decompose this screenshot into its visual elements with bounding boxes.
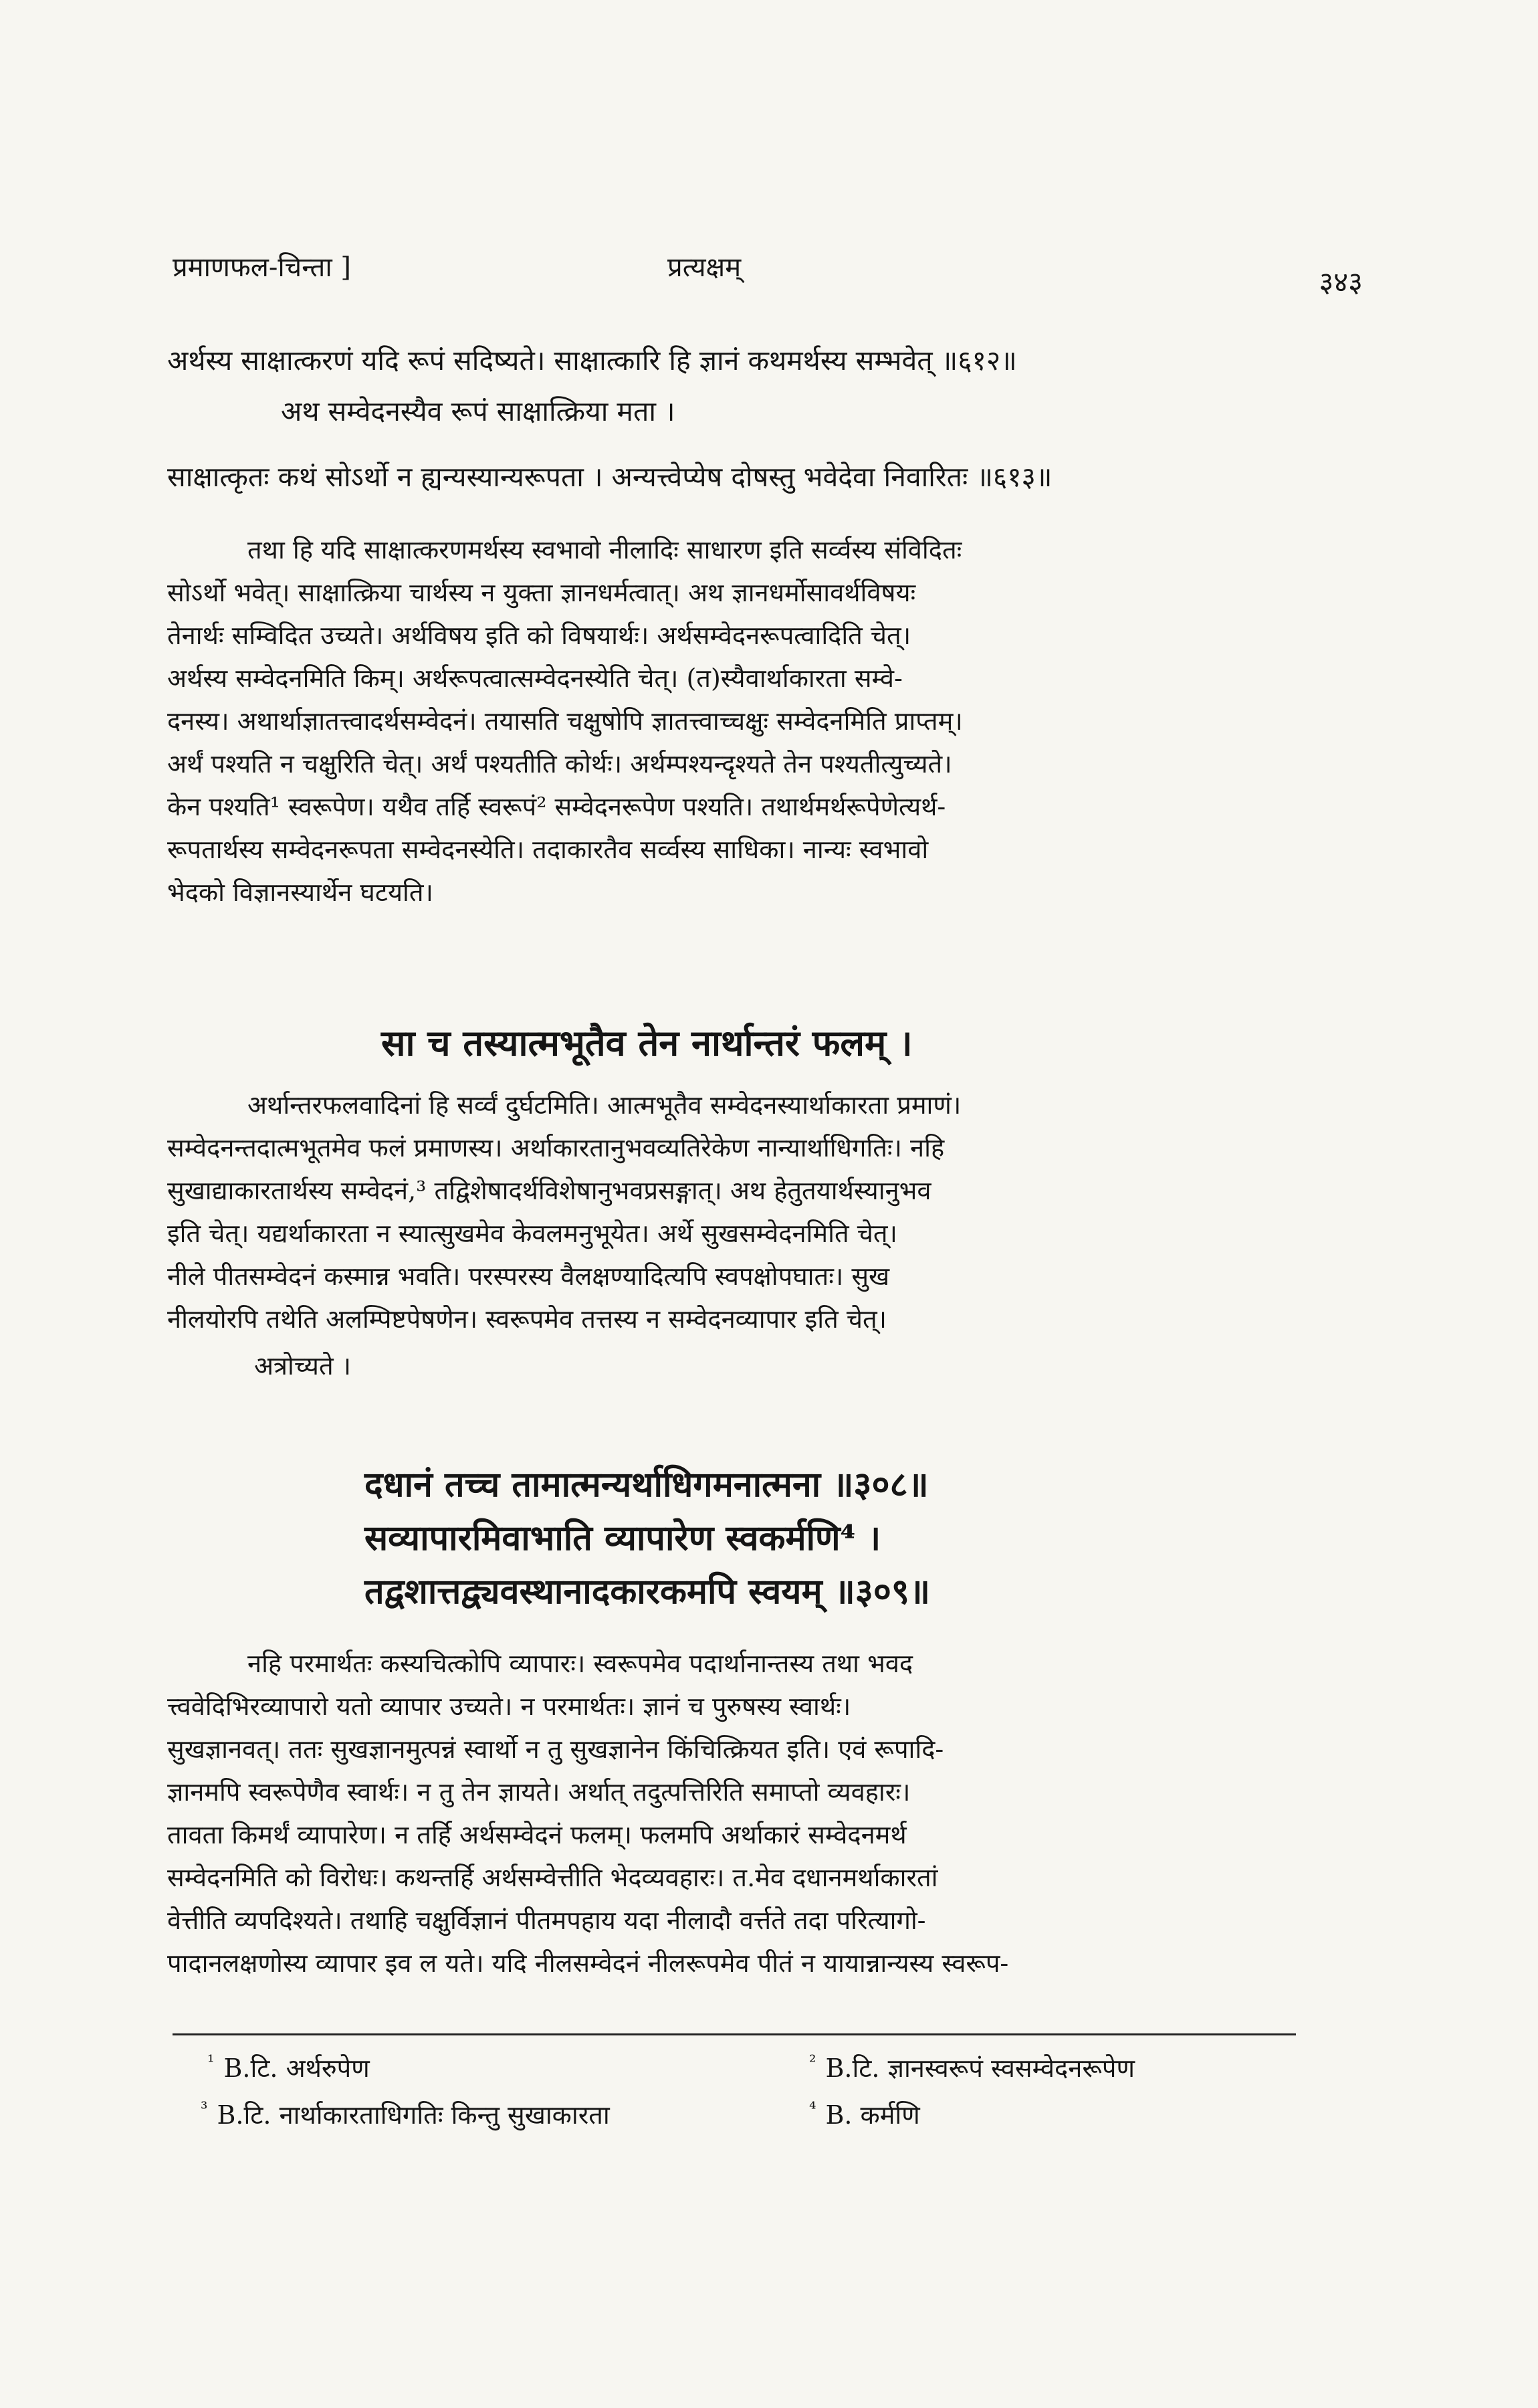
- running-title: प्रत्यक्षम्: [667, 252, 742, 283]
- footnote-mark: ²: [809, 2052, 816, 2073]
- text-line: तथा हि यदि साक्षात्करणमर्थस्य स्वभावो नीलादिः साधारण इति सर्व्वस्य संविदितः: [247, 535, 962, 565]
- footnote-text: B. कर्मणि: [825, 2100, 920, 2130]
- verse-line: अथ सम्वेदनस्यैव रूपं साक्षात्क्रिया मता ।: [281, 395, 675, 427]
- text-line: तावता किमर्थं व्यापारेण। न तर्हि अर्थसम्वेदनं फलम्। फलमपि अर्थाकारं सम्वेदनमर्थ: [167, 1820, 907, 1849]
- footnote-2: [809, 2050, 1135, 2085]
- text-line: सुखाद्याकारतार्थस्य सम्वेदनं,³ तद्विशेषादर्थविशेषानुभवप्रसङ्गात्। अथ हेतुतयार्थस्यानुभव: [167, 1176, 931, 1205]
- verse-line: साक्षात्कृतः कथं सोऽर्थो न ह्यन्यस्यान्यरूपता । अन्यत्त्वेप्येष दोषस्तु भवेदेवा निवारितः ॥६१३॥: [167, 461, 1053, 493]
- heading-verse: सा च तस्यात्मभूतैव तेन नार्थान्तरं फलम् ।: [381, 1021, 913, 1064]
- text-line: पादानलक्षणोस्य व्यापार इव ल यते। यदि नीलसम्वेदनं नीलरूपमेव पीतं न यायान्नान्यस्य स्वरूप-: [167, 1948, 1009, 1978]
- text-line: वेत्तीति व्यपदिश्यते। तथाहि चक्षुर्विज्ञानं पीतमपहाय यदा नीलादौ वर्त्तते तदा परित्यागो-: [167, 1906, 926, 1935]
- atrocyate-line: अत्रोच्यते ।: [254, 1351, 352, 1381]
- text-line: अर्थं पश्यति न चक्षुरिति चेत्। अर्थं पश्यतीति कोर्थः। अर्थम्पश्यन्दृश्यते तेन पश्यतीत्युच्यते।: [167, 749, 952, 779]
- text-line: सम्वेदनन्तदात्मभूतमेव फलं प्रमाणस्य। अर्थाकारतानुभवव्यतिरेकेण नान्यार्थाधिगतिः। नहि: [167, 1133, 945, 1163]
- text-line: नीले पीतसम्वेदनं कस्मान्न भवति। परस्परस्य वैलक्षण्यादित्यपि स्वपक्षोपघातः। सुख: [167, 1262, 890, 1291]
- text-line: सुखज्ञानवत्। ततः सुखज्ञानमुत्पन्नं स्वार्थो न तु सुखज्ञानेन किंचित्क्रियत इति। एवं रूपादि-: [167, 1734, 944, 1764]
- text-line: इति चेत्। यद्यर्थाकारता न स्यात्सुखमेव केवलमनुभूयेत। अर्थे सुखसम्वेदनमिति चेत्।: [167, 1219, 897, 1248]
- text-line: केन पश्यति¹ स्वरूपेण। यथैव तर्हि स्वरूपं² सम्वेदनरूपेण पश्यति। तथार्थमर्थरूपेणेत्यर्थ-: [167, 792, 946, 821]
- text-line: नहि परमार्थतः कस्यचित्कोपि व्यापारः। स्वरूपमेव पदार्थानान्तस्य तथा भवद: [247, 1649, 913, 1678]
- commentary-paragraph-1: [167, 528, 1344, 914]
- footnote-divider: [173, 2033, 1296, 2035]
- text-line: दनस्य। अथार्थाज्ञातत्त्वादर्थसम्वेदनं। तयासति चक्षुषोपि ज्ञातत्त्वाच्चक्षुः सम्वेदनमिति प्राप्तम्।: [167, 706, 963, 736]
- text-line: अर्थान्तरफलवादिनां हि सर्व्वं दुर्घटमिति। आत्मभूतैव सम्वेदनस्यार्थाकारता प्रमाणं।: [247, 1090, 962, 1120]
- verse-block-top: [167, 338, 1344, 500]
- footnote-mark: ¹: [207, 2052, 215, 2073]
- verse-line: दधानं तच्च तामात्मन्यर्थाधिगमनात्मना ॥३०८॥: [364, 1464, 929, 1505]
- page-header: [173, 247, 1363, 298]
- section-title: प्रमाणफल-चिन्ता ]: [173, 252, 351, 283]
- text-line: रूपतार्थस्य सम्वेदनरूपता सम्वेदनस्येति। तदाकारतैव सर्व्वस्य साधिका। नान्यः स्वभावो: [167, 835, 929, 864]
- text-line: त्त्ववेदिभिरव्यापारो यतो व्यापार उच्यते। न परमार्थतः। ज्ञानं च पुरुषस्य स्वार्थः।: [167, 1692, 851, 1721]
- text-line: सम्वेदनमिति को विरोधः। कथन्तर्हि अर्थसम्वेत्तीति भेदव्यवहारः। त.मेव दधानमर्थाकारतां: [167, 1863, 938, 1892]
- verse-block-mid: [167, 1458, 1538, 1619]
- commentary-paragraph-2: [167, 1084, 1344, 1387]
- footnote-text: B.टि. नार्थाकारताधिगतिः किन्तु सुखाकारता: [217, 2100, 610, 2130]
- text-line: सोऽर्थो भवेत्। साक्षात्क्रिया चार्थस्य न युक्ता ज्ञानधर्मत्वात्। अथ ज्ञानधर्मोसावर्थविषयः: [167, 578, 916, 607]
- footnote-1: [207, 2050, 370, 2085]
- footnote-4: [809, 2097, 920, 2132]
- footnote-text: B.टि. अर्थरुपेण: [223, 2053, 370, 2083]
- text-line: अर्थस्य सम्वेदनमिति किम्। अर्थरूपत्वात्सम्वेदनस्येति चेत्। (त)स्यैवार्थाकारता सम्वे-: [167, 664, 903, 693]
- page-number: ३४३: [1319, 266, 1363, 298]
- text-line: नीलयोरपि तथेति अलम्पिष्टपेषणेन। स्वरूपमेव तत्तस्य न सम्वेदनव्यापार इति चेत्।: [167, 1304, 887, 1334]
- verse-line: सव्यापारमिवाभाति व्यापारेण स्वकर्मणि⁴ ।: [364, 1518, 881, 1559]
- section-heading: [167, 1017, 1538, 1066]
- footnote-text: B.टि. ज्ञानस्वरूपं स्वसम्वेदनरूपेण: [825, 2053, 1135, 2083]
- text-line: तेनार्थः सम्विदित उच्यते। अर्थविषय इति को विषयार्थः। अर्थसम्वेदनरूपत्वादिति चेत्।: [167, 621, 911, 650]
- footnote-mark: ⁴: [809, 2099, 816, 2120]
- verse-line: तद्वशात्तद्व्यवस्थानादकारकमपि स्वयम् ॥३०९॥: [364, 1571, 931, 1612]
- footnote-3: [201, 2097, 610, 2132]
- text-line: ज्ञानमपि स्वरूपेणैव स्वार्थः। न तु तेन ज्ञायते। अर्थात् तदुत्पत्तिरिति समाप्तो व्यवहारः।: [167, 1777, 911, 1807]
- verse-line: अर्थस्य साक्षात्करणं यदि रूपं सदिष्यते। साक्षात्कारि हि ज्ञानं कथमर्थस्य सम्भवेत् ॥६१२॥: [167, 344, 1017, 377]
- footnote-mark: ³: [201, 2099, 208, 2120]
- commentary-paragraph-3: [167, 1642, 1344, 1985]
- text-line: भेदको विज्ञानस्यार्थेन घटयति।: [167, 878, 433, 907]
